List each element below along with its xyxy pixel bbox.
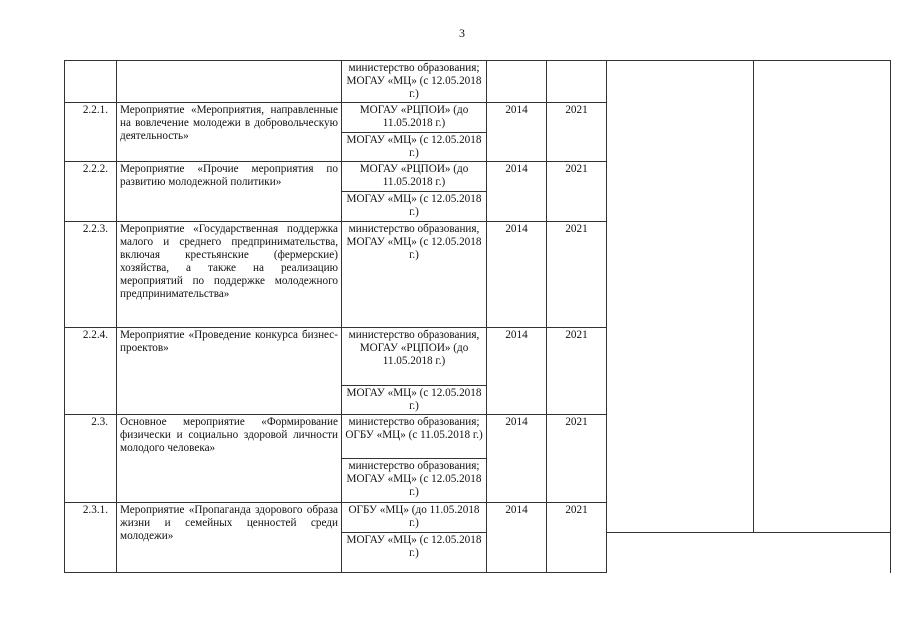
row-start-year: 2014 [487, 503, 547, 573]
row-end-year: 2021 [547, 162, 607, 222]
row-end-year [547, 61, 607, 103]
row-executor: МОГАУ «МЦ» (с 12.05.2018 г.) [342, 533, 487, 573]
row-executor: ОГБУ «МЦ» (до 11.05.2018 г.) [342, 503, 487, 533]
row-start-year [487, 61, 547, 103]
row-title: Основное мероприятие «Формирование физически и социально здоровой личности молодого человека» [117, 415, 342, 503]
problem-cell-empty [754, 61, 891, 533]
row-title: Мероприятие «Пропаганда здорового образа жизни и семейных ценностей среди молодежи» [117, 503, 342, 573]
row-title [117, 61, 342, 103]
row-end-year: 2021 [547, 503, 607, 573]
row-executor: министерство образования, МОГАУ «РЦПОИ» (до 11.05.2018 г.) [342, 328, 487, 386]
row-number [65, 61, 117, 103]
row-title: Мероприятие «Прочие мероприятия по развитию молодежной политики» [117, 162, 342, 222]
row-end-year: 2021 [547, 222, 607, 328]
row-executor: МОГАУ «МЦ» (с 12.05.2018 г.) [342, 192, 487, 222]
row-start-year: 2014 [487, 222, 547, 328]
row-number: 2.2.3. [65, 222, 117, 328]
row-start-year: 2014 [487, 415, 547, 503]
row-start-year: 2014 [487, 103, 547, 162]
row-number: 2.2.4. [65, 328, 117, 415]
row-executor: МОГАУ «РЦПОИ» (до 11.05.2018 г.) [342, 103, 487, 133]
row-title: Мероприятие «Государственная поддержка малого и среднего предпринимательства, включая крестьянские (фермерские) хозяйства, а также на реализацию мероприятий по поддержке молодежного предпринимательства» [117, 222, 342, 328]
row-executor: МОГАУ «МЦ» (с 12.05.2018 г.) [342, 386, 487, 415]
row-executor: министерство образования; ОГБУ «МЦ» (с 11.05.2018 г.) [342, 415, 487, 459]
result-cell-empty [607, 61, 754, 533]
table-row [65, 61, 891, 103]
row-executor: министерство образования, МОГАУ «МЦ» (с 12.05.2018 г.) [342, 222, 487, 328]
row-number: 2.2.1. [65, 103, 117, 162]
row-title: Мероприятие «Проведение конкурса бизнес-проектов» [117, 328, 342, 415]
page-number: 3 [459, 26, 465, 40]
document-table [64, 60, 891, 573]
row-start-year: 2014 [487, 328, 547, 415]
row-end-year: 2021 [547, 103, 607, 162]
row-end-year: 2021 [547, 328, 607, 415]
row-number: 2.3. [65, 415, 117, 503]
row-executor: МОГАУ «МЦ» (с 12.05.2018 г.) [342, 133, 487, 162]
row-title: Мероприятие «Мероприятия, направленные на вовлечение молодежи в добровольческую деятельность» [117, 103, 342, 162]
row-executor: министерство образования; МОГАУ «МЦ» (с 12.05.2018 г.) [342, 459, 487, 503]
row-number: 2.2.2. [65, 162, 117, 222]
row-executor: министерство образования; МОГАУ «МЦ» (с 12.05.2018 г.) [342, 61, 487, 103]
row-end-year: 2021 [547, 415, 607, 503]
row-number: 2.3.1. [65, 503, 117, 573]
row-start-year: 2014 [487, 162, 547, 222]
row-executor: МОГАУ «РЦПОИ» (до 11.05.2018 г.) [342, 162, 487, 192]
